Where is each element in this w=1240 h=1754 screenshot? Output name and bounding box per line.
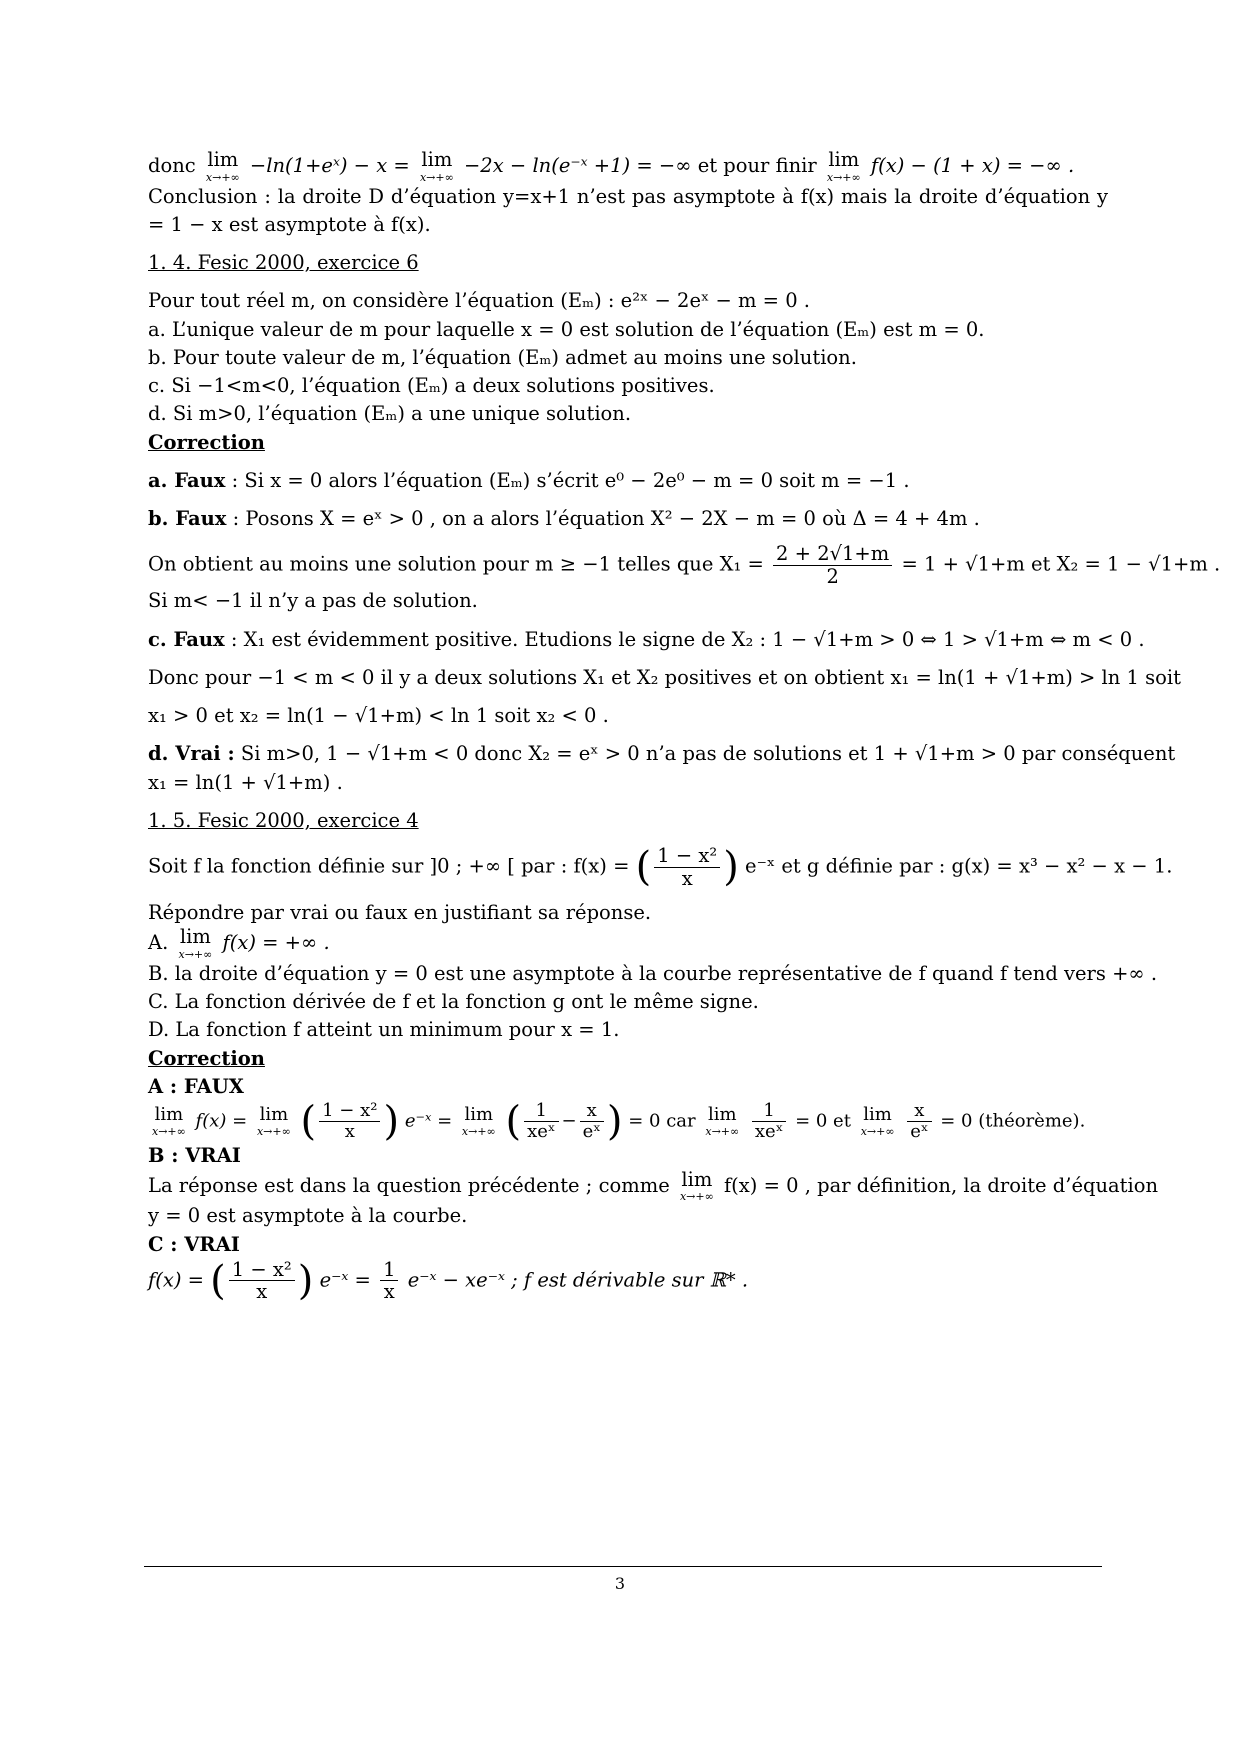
fraction: $\frac{2 + 2√1+m}{2}$ — [773, 543, 892, 587]
text: donc — [148, 153, 196, 177]
answer-B-text-2: y = 0 est asymptote à la courbe. — [148, 1204, 468, 1228]
question-a: a. L’unique valeur de m pour laquelle x = 0 est solution de l’équation (Eₘ) est m = 0. — [148, 317, 985, 341]
correction-heading: Correction — [148, 430, 265, 454]
math-expr: −ln(1+eˣ) − x = — [249, 153, 410, 177]
donc-line-1: Donc pour −1 < m < 0 il y a deux solutions X₁ et X₂ positives et on obtient x₁ = ln(1 + √1+m) > ln 1 soit — [148, 665, 1181, 689]
exercise-intro: Pour tout réel m, on considère l’équation (Eₘ) : e²ˣ − 2eˣ − m = 0 . — [148, 289, 811, 313]
math-expr: −2x − ln(e⁻ˣ +1) = −∞ — [463, 153, 692, 177]
conclusion-paragraph: Conclusion : la droite D d’équation y=x+1 n’est pas asymptote à f(x) mais la droite d’équation y = 1 − x est asymptote à f(x). — [148, 184, 1108, 236]
footer-rule — [144, 1566, 1102, 1567]
donc-line-2: x₁ > 0 et x₂ = ln(1 − √1+m) < ln 1 soit x₂ < 0 . — [148, 704, 609, 728]
answer-b: b. Faux : Posons X = eˣ > 0 , on a alors l’équation X² − 2X − m = 0 où Δ = 4 + 4m . — [148, 507, 980, 531]
document-page — [148, 148, 1221, 1304]
no-solution-line: Si m< −1 il n’y a pas de solution. — [148, 589, 478, 613]
limit-line — [148, 150, 1108, 183]
math-expr: f(x) − (1 + x) = −∞ . — [870, 153, 1075, 177]
answer-C-equation: f(x) = ( $\frac{\text{1 − x²}}{x}$ ) e⁻ˣ = $\frac{1}{x}$ e⁻ˣ − xe⁻ˣ ; f est dérivable sur ℝ* . — [148, 1257, 749, 1304]
answer-A-equation: lim x→+∞ f(x) = lim x→+∞ ( $\frac{\text{1 − x²}}{x}$ ) e⁻ˣ = lim x→+∞ ( $\frac{1}{\text{xeˣ}}$ − $\frac{x}{\text{eˣ}}$ ) = 0 car lim x→+∞ $\frac{1}{\text{xeˣ}}$ = 0 et lim x→+∞ $\frac{x}{\text{eˣ}}$ = 0 (théorème). — [152, 1098, 1086, 1145]
section-title: 1. 5. Fesic 2000, exercice 4 — [148, 808, 419, 832]
question-b: b. Pour toute valeur de m, l’équation (Eₘ) admet au moins une solution. — [148, 345, 857, 369]
answer-C-heading: C : VRAI — [148, 1232, 240, 1256]
answer-A-heading: A : FAUX — [148, 1074, 244, 1098]
question-A: A. lim x→+∞ f(x) = +∞ . — [148, 925, 330, 961]
lim-operator: lim x→+∞ — [205, 148, 240, 184]
answer-d: d. Vrai : Si m>0, 1 − √1+m < 0 donc X₂ = eˣ > 0 n’a pas de solutions et 1 + √1+m > 0 par conséquent — [148, 742, 1176, 766]
instruction: Répondre par vrai ou faux en justifiant sa réponse. — [148, 901, 652, 925]
correction-heading: Correction — [148, 1046, 265, 1070]
question-B: B. la droite d’équation y = 0 est une asymptote à la courbe représentative de f quand f tend vers +∞ . — [148, 961, 1158, 985]
answer-B-heading: B : VRAI — [148, 1143, 241, 1167]
answer-a: a. Faux : Si x = 0 alors l’équation (Eₘ) s’écrit e⁰ − 2e⁰ − m = 0 soit m = −1 . — [148, 468, 910, 492]
lim-operator: lim x→+∞ — [826, 148, 861, 184]
lim-operator: lim x→+∞ — [178, 925, 213, 961]
question-c: c. Si −1<m<0, l’équation (Eₘ) a deux solutions positives. — [148, 374, 715, 398]
page-number: 3 — [614, 1574, 626, 1593]
section-title: 1. 4. Fesic 2000, exercice 6 — [148, 251, 419, 275]
answer-d-end: x₁ = ln(1 + √1+m) . — [148, 770, 343, 794]
text: et pour finir — [697, 153, 817, 177]
lim-operator: lim x→+∞ — [419, 148, 454, 184]
fraction: $\frac{\text{1 − x²}}{x}$ — [654, 845, 720, 889]
roots-line: On obtient au moins une solution pour m ≥ −1 telles que X₁ = $\frac{2 + 2√1+m}{2}$ = 1 + √1+m et X₂ = 1 − √1+m . — [148, 542, 1221, 588]
exercise-intro: Soit f la fonction définie sur ]0 ; +∞ [ par : f(x) = ( $\frac{\text{1 − x²}}{x}$ ) e⁻ˣ et g définie par : g(x) = x³ − x² − x − 1. — [148, 844, 1173, 891]
question-D: D. La fonction f atteint un minimum pour x = 1. — [148, 1018, 620, 1042]
question-C: C. La fonction dérivée de f et la fonction g ont le même signe. — [148, 990, 759, 1014]
question-d: d. Si m>0, l’équation (Eₘ) a une unique solution. — [148, 402, 632, 426]
answer-B-text: La réponse est dans la question précédente ; comme lim x→+∞ f(x) = 0 , par définition, la droite d’équation — [148, 1167, 1159, 1204]
answer-c: c. Faux : X₁ est évidemment positive. Etudions le signe de X₂ : 1 − √1+m > 0 ⇔ 1 > √1+m ⇔ m < 0 . — [148, 627, 1145, 651]
